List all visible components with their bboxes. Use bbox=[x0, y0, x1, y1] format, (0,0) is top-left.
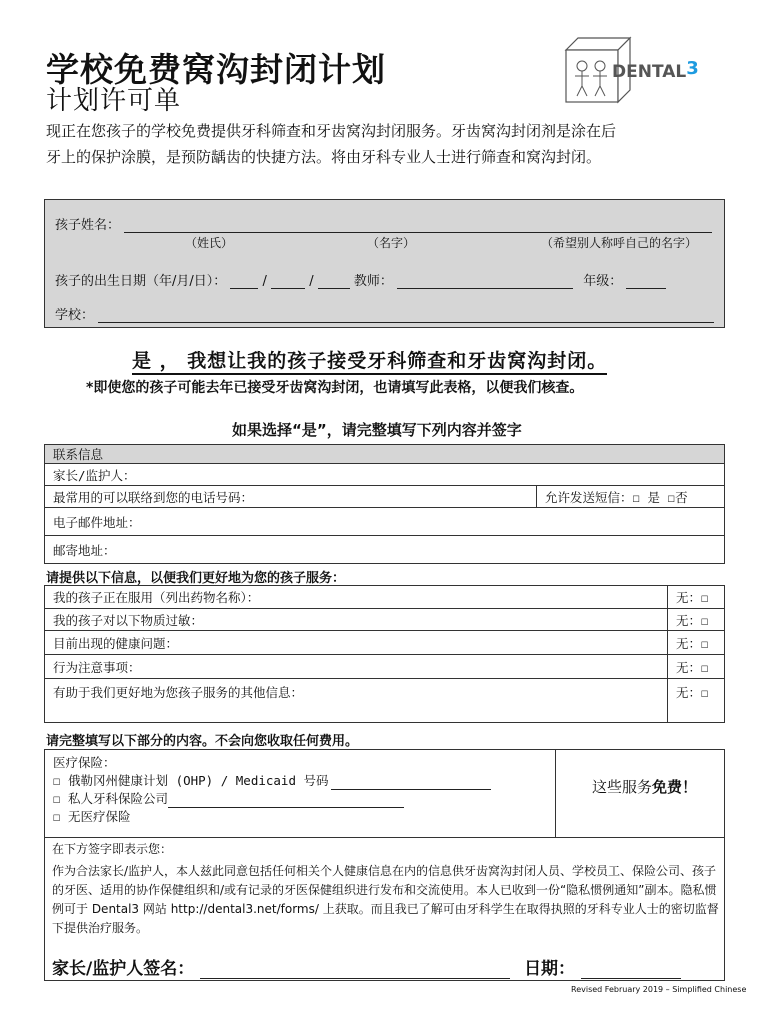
page-subtitle: 计划许可单 bbox=[46, 86, 182, 116]
mail-row[interactable] bbox=[45, 535, 724, 563]
ohp-number-field[interactable] bbox=[331, 777, 491, 790]
page-title: 学校免费窝沟封闭计划 bbox=[46, 50, 386, 89]
contact-table bbox=[44, 444, 725, 564]
if-yes-instruction: 如果选择“是”，请完整填写下列内容并签字 bbox=[232, 421, 522, 439]
health-row[interactable] bbox=[45, 608, 724, 630]
last-name-caption: （姓氏） bbox=[185, 236, 234, 250]
email-label: 电子邮件地址： bbox=[53, 514, 141, 530]
signature-row bbox=[52, 954, 681, 979]
first-name-caption: （名字） bbox=[367, 236, 416, 250]
sms-cell[interactable] bbox=[536, 486, 724, 507]
dob-year-field[interactable] bbox=[230, 276, 258, 289]
consent-yes-statement: 是 ， 我想让我的孩子接受牙科筛查和牙齿窝沟封闭。 bbox=[132, 346, 607, 375]
free-prefix: 这些服务 bbox=[592, 778, 653, 796]
none-checkbox-label: 无：☐ bbox=[676, 685, 709, 700]
logo-wordmark bbox=[612, 58, 699, 82]
services-free-note bbox=[592, 776, 697, 797]
grade-field[interactable] bbox=[626, 276, 666, 289]
insurance-heading: 请完整填写以下部分的内容。不会向您收取任何费用。 bbox=[46, 734, 359, 749]
insurance-label: 医疗保险： bbox=[53, 755, 116, 770]
health-row[interactable] bbox=[45, 630, 724, 654]
phone-row[interactable] bbox=[45, 485, 724, 507]
none-checkbox-cell[interactable] bbox=[667, 631, 724, 654]
dob-slash-1: / bbox=[262, 274, 267, 289]
health-row[interactable] bbox=[45, 654, 724, 678]
dob-day-field[interactable] bbox=[318, 276, 350, 289]
none-checkbox-cell[interactable] bbox=[667, 586, 724, 608]
phone-label: 最常用的可以联络到您的电话号码： bbox=[53, 489, 254, 505]
sms-label: 允许发送短信：☐ 是 ☐否 bbox=[545, 489, 688, 505]
date-field[interactable] bbox=[581, 962, 681, 979]
logo-word: DENTAL bbox=[612, 62, 687, 82]
grade-label: 年级： bbox=[583, 274, 623, 289]
private-insurance-label: ☐ 私人牙科保险公司 bbox=[53, 791, 169, 806]
none-checkbox-cell[interactable] bbox=[667, 609, 724, 630]
contact-header-row bbox=[45, 445, 724, 463]
free-bold: 免费！ bbox=[652, 778, 698, 796]
consent-paragraph: 作为合法家长/监护人，本人兹此同意包括任何相关个人健康信息在内的信息供牙齿窝沟封闭人员、学校员工、保险公司、孩子的牙医、适用的协作保健组织和/或有记录的牙医保健组织进行发布和交流使用。本人已收到一份“隐私惯例通知”副本。隐私惯例可于 Dental3 网站 http://dental3.net/forms/ 上获取。而且我已了解可由牙科学生在取得执照的牙科专业人士的密切监督下提供治疗服务。 bbox=[52, 864, 719, 935]
insurance-options bbox=[53, 754, 491, 826]
school-label: 学校： bbox=[55, 308, 95, 323]
dob-row bbox=[55, 270, 666, 289]
dob-label: 孩子的出生日期（年/月/日）： bbox=[55, 274, 227, 289]
school-field[interactable] bbox=[98, 310, 714, 323]
revision-footer: Revised February 2019 – Simplified Chinese bbox=[571, 985, 747, 994]
private-insurance-option[interactable] bbox=[53, 790, 491, 808]
school-row bbox=[55, 304, 714, 323]
consent-note: *即使您的孩子可能去年已接受牙齿窝沟封闭，也请填写此表格，以便我们核查。 bbox=[86, 380, 584, 396]
none-checkbox-label: 无：☐ bbox=[676, 612, 709, 628]
health-row-label: 我的孩子对以下物质过敏： bbox=[53, 612, 204, 628]
guardian-row[interactable] bbox=[45, 463, 724, 485]
intro-line-2: 牙上的保护涂膜，是预防龋齿的快捷方法。将由牙科专业人士进行筛查和窝沟封闭。 bbox=[46, 148, 602, 166]
insurance-divider bbox=[555, 750, 556, 837]
health-row-label: 我的孩子正在服用（列出药物名称）： bbox=[53, 590, 260, 605]
intro-line-1: 现正在您孩子的学校免费提供牙科筛查和牙齿窝沟封闭服务。牙齿窝沟封闭剂是涂在后 bbox=[46, 122, 617, 140]
private-insurance-field[interactable] bbox=[168, 795, 404, 808]
none-checkbox-label: 无：☐ bbox=[676, 635, 709, 651]
health-heading: 请提供以下信息，以便我们更好地为您的孩子服务： bbox=[46, 571, 346, 586]
dob-month-field[interactable] bbox=[271, 276, 305, 289]
none-checkbox-label: 无：☐ bbox=[676, 659, 709, 675]
mail-label: 邮寄地址： bbox=[53, 542, 116, 558]
contact-header: 联系信息 bbox=[53, 447, 104, 462]
preferred-name-caption: （希望别人称呼自己的名字） bbox=[541, 236, 698, 250]
health-row-label: 目前出现的健康问题： bbox=[53, 635, 179, 651]
sign-below-label: 在下方签字即表示您： bbox=[52, 842, 173, 856]
child-name-field[interactable] bbox=[124, 220, 712, 233]
no-insurance-option[interactable]: ☐ 无医疗保险 bbox=[53, 809, 131, 824]
none-checkbox-label: 无：☐ bbox=[676, 590, 709, 605]
health-row[interactable] bbox=[45, 586, 724, 608]
signature-field[interactable] bbox=[200, 962, 510, 979]
email-row[interactable] bbox=[45, 507, 724, 535]
none-checkbox-cell[interactable] bbox=[667, 679, 724, 722]
child-info-box bbox=[44, 199, 725, 328]
child-name-row bbox=[55, 214, 712, 233]
date-label: 日期： bbox=[524, 959, 576, 979]
health-row-label: 有助于我们更好地为您孩子服务的其他信息： bbox=[53, 685, 304, 700]
health-table bbox=[44, 585, 725, 723]
ohp-option-label: ☐ 俄勒冈州健康计划 (OHP) / Medicaid 号码 bbox=[53, 773, 329, 788]
teacher-label: 教师： bbox=[353, 274, 393, 289]
ohp-option[interactable] bbox=[53, 772, 491, 790]
health-row-label: 行为注意事项： bbox=[53, 659, 141, 675]
signature-label: 家长/监护人签名： bbox=[52, 959, 195, 979]
teacher-field[interactable] bbox=[397, 276, 573, 289]
intro-paragraph bbox=[46, 118, 736, 170]
guardian-label: 家长/监护人： bbox=[53, 467, 136, 483]
dob-slash-2: / bbox=[309, 274, 314, 289]
child-name-label: 孩子姓名： bbox=[55, 218, 121, 233]
logo-number: 3 bbox=[686, 58, 699, 79]
none-checkbox-cell[interactable] bbox=[667, 655, 724, 678]
health-row[interactable] bbox=[45, 678, 724, 722]
